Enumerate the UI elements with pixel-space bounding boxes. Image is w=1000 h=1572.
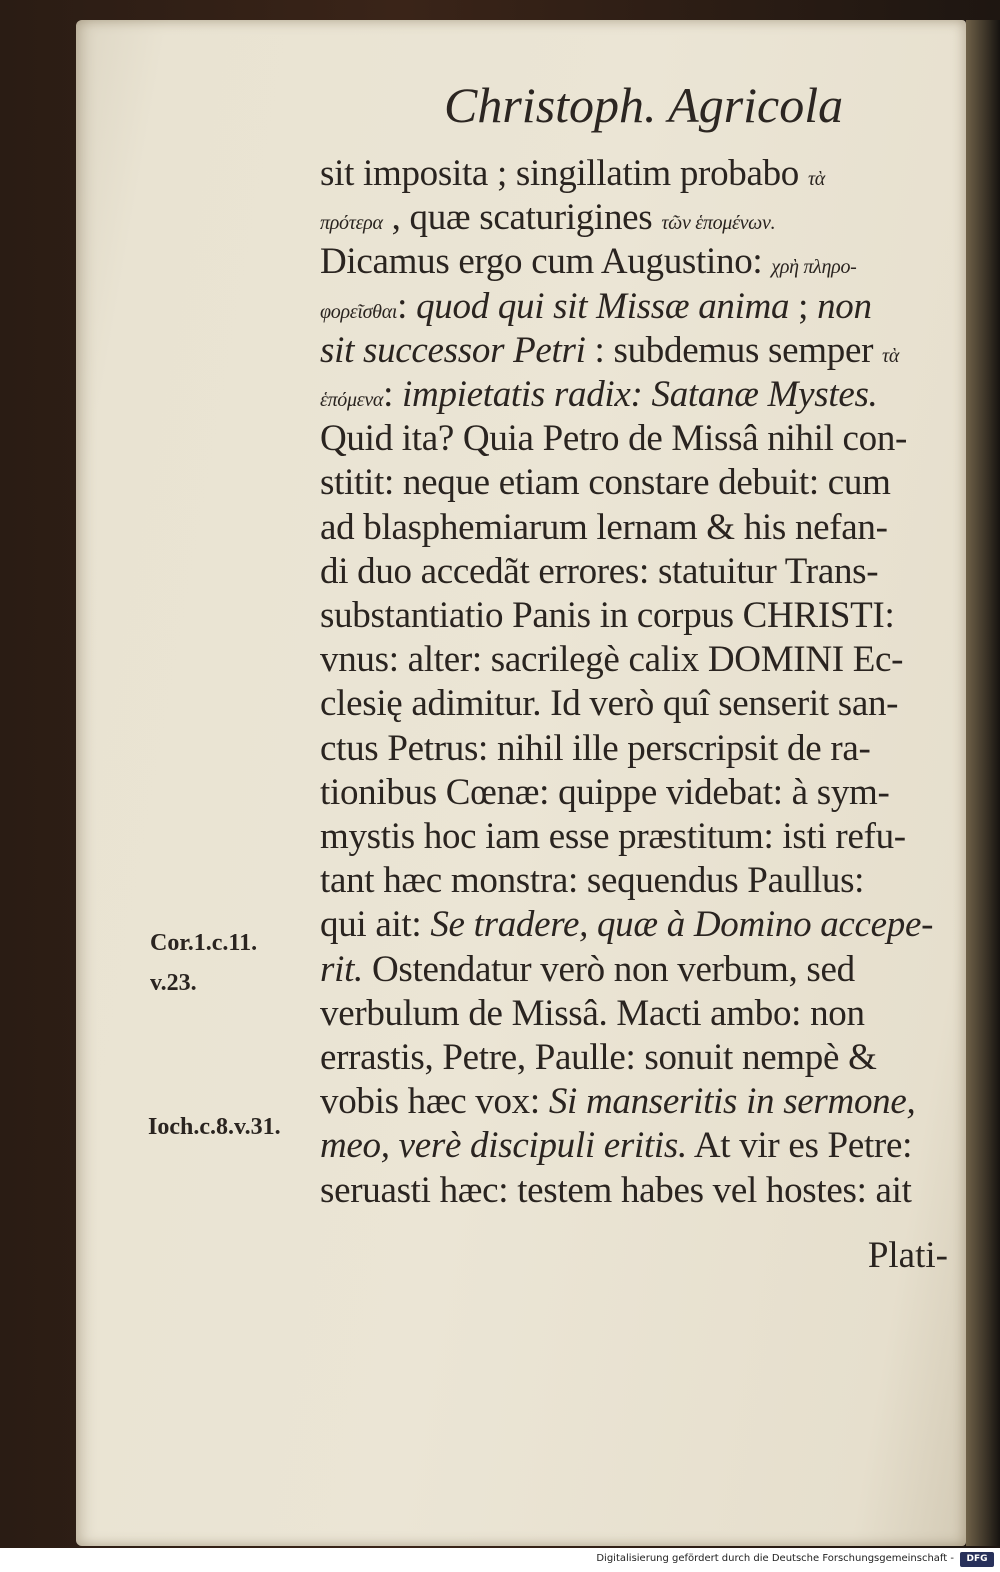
text-segment: Se tradere, quæ à Domino accepe- [430, 904, 934, 946]
text-line [320, 727, 956, 771]
text-line [320, 594, 956, 638]
text-segment: meo, verè discipuli eritis. [320, 1125, 687, 1167]
dfg-logo: DFG [960, 1552, 994, 1567]
text-segment: vobis hæc vox: [320, 1081, 549, 1123]
text-segment: ; [789, 285, 818, 327]
text-segment: sit imposita ; singillatim probabo [320, 153, 808, 194]
text-segment: errastis, Petre, Paulle: sonuit nempè & [320, 1037, 877, 1078]
text-line [320, 506, 956, 550]
margin-note-verse: v.23. [150, 970, 197, 996]
text-line [320, 461, 956, 505]
page-edge [966, 20, 1000, 1546]
text-line [320, 815, 956, 859]
footer-credit: Digitalisierung gefördert durch die Deutsche Forschungsgemeinschaft - [596, 1553, 954, 1564]
text-segment: : [397, 285, 417, 327]
text-line [320, 1124, 956, 1168]
text-line [320, 152, 956, 196]
text-segment: ἑπόμενα [320, 389, 384, 411]
text-line [320, 240, 956, 284]
text-segment: τὰ [807, 168, 826, 190]
text-line [320, 550, 956, 594]
text-segment: φορεῖσθαι [320, 300, 398, 323]
text-segment: , quæ scaturigines [382, 197, 662, 239]
text-line [320, 682, 956, 726]
text-line [320, 1036, 956, 1080]
text-segment: sit successor Petri [320, 329, 586, 371]
text-segment: seruasti hæc: testem habes vel hostes: ait [320, 1169, 912, 1211]
text-segment: At vir es Petre: [686, 1125, 913, 1167]
text-line [320, 196, 956, 240]
text-line [320, 992, 956, 1036]
text-line [320, 329, 956, 373]
text-segment: impietatis radix: Satanæ Mystes. [402, 374, 878, 415]
text-segment: Ostendatur verò non verbum, sed [363, 948, 855, 990]
margin-note-ioch: Ioch.c.8.v.31. [148, 1114, 281, 1140]
text-segment: τῶν ἑπομένων. [661, 212, 776, 235]
text-line [320, 1080, 956, 1124]
text-line [320, 859, 956, 903]
running-header: Christoph. Agricola [444, 77, 844, 133]
text-line [320, 771, 956, 815]
text-segment: ad blasphemiarum lernam & his nefan- [320, 506, 888, 548]
text-segment: ctus Petrus: nihil ille perscripsit de ra- [320, 727, 871, 769]
text-segment: qui ait: [320, 904, 431, 946]
text-segment: non [817, 285, 872, 327]
text-segment: quod qui sit Missæ anima [416, 285, 790, 327]
footer-bar [0, 1548, 1000, 1572]
text-segment: χρὴ πληρο- [771, 256, 857, 279]
text-segment: Dicamus ergo cum Augustino: [320, 241, 772, 283]
text-segment: πρότερα [320, 212, 383, 235]
text-segment: verbulum de Missâ. Macti ambo: non [320, 992, 865, 1034]
text-segment: Si manseritis in sermone, [548, 1081, 916, 1123]
text-line [320, 373, 956, 417]
text-line [320, 285, 956, 329]
catchword: Plati- [867, 1235, 948, 1276]
text-segment: stitit: neque etiam constare debuit: cum [320, 462, 891, 504]
text-segment: : [383, 374, 403, 415]
text-segment: di duo accedãt errores: statuitur Trans- [320, 550, 879, 592]
text-segment: tionibus Cœnæ: quippe videbat: à sym- [320, 771, 890, 813]
text-line [320, 417, 956, 461]
text-segment: tant hæc monstra: sequendus Paullus: [320, 860, 865, 902]
text-segment: clesię adimitur. Id verò quî senserit san- [320, 683, 899, 725]
text-line [320, 1169, 956, 1213]
margin-note-cor: Cor.1.c.11. [150, 930, 258, 956]
text-segment: vnus: alter: sacrilegè calix DOMINI Ec- [320, 639, 904, 681]
text-line [320, 948, 956, 992]
text-line [320, 638, 956, 682]
text-segment: : subdemus semper [585, 329, 883, 371]
text-line [320, 903, 956, 947]
text-segment: rit. [320, 948, 364, 990]
text-segment: τὰ [882, 344, 900, 367]
text-segment: mystis hoc iam esse præstitum: isti refu- [320, 816, 906, 857]
text-segment: Quid ita? Quia Petro de Missâ nihil con- [320, 418, 908, 460]
text-segment: substantiatio Panis in corpus CHRISTI: [320, 595, 895, 636]
